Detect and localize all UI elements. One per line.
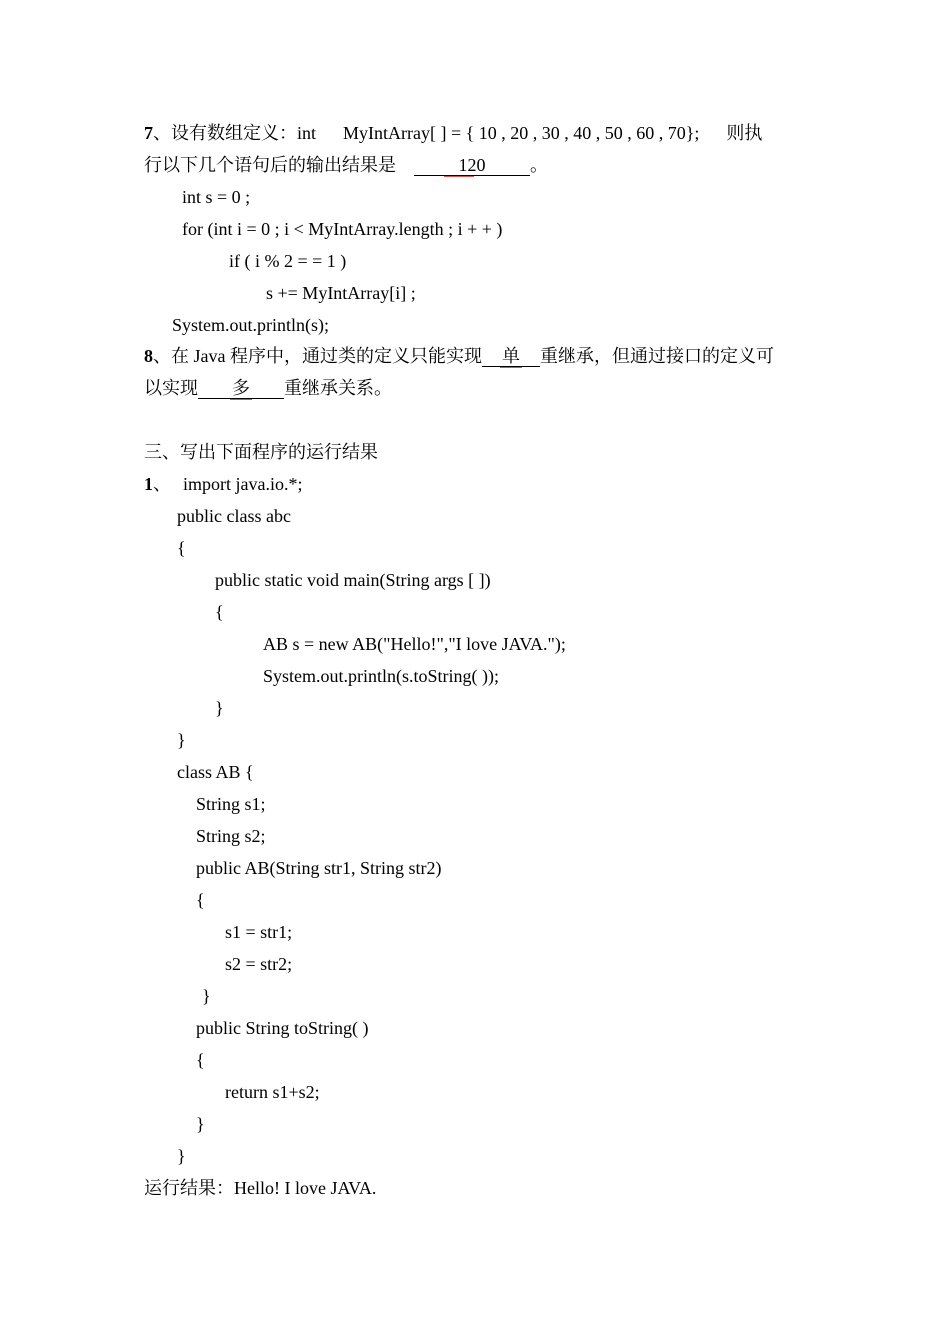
code-line: s2 = str2; <box>225 954 293 974</box>
code-line: String s1; <box>196 794 266 814</box>
code-line: String s2; <box>196 826 266 846</box>
q7-code-line: System.out.println(s); <box>172 315 329 335</box>
q8-answer-2-blank <box>198 378 284 399</box>
code-line: s1 = str1; <box>225 922 293 942</box>
code-line: import java.io.*; <box>183 474 303 494</box>
code-line: public String toString( ) <box>196 1018 369 1038</box>
code-line: } <box>202 986 211 1006</box>
q7-text-2-end: 。 <box>530 155 548 175</box>
code-line: } <box>177 730 186 750</box>
code-line: return s1+s2; <box>225 1082 320 1102</box>
code-line: } <box>215 698 224 718</box>
q7-text-2: 行以下几个语句后的输出结果是 <box>144 155 396 175</box>
code-line: System.out.println(s.toString( )); <box>263 666 499 686</box>
q8-answer-2: 多 <box>232 378 250 398</box>
section-3-heading: 三、写出下面程序的运行结果 <box>144 442 378 462</box>
q7-code-line: int s = 0 ; <box>182 187 251 207</box>
result-value: Hello! I love JAVA. <box>234 1178 377 1198</box>
q7-code-line: if ( i % 2 = = 1 ) <box>229 251 347 271</box>
q8-text-1: 、在 Java 程序中，通过类的定义只能实现 <box>153 346 482 366</box>
q8-answer-1: 单 <box>501 346 520 366</box>
result-label: 运行结果： <box>144 1178 234 1198</box>
q8-line-1 <box>144 345 774 367</box>
q7-code-line: for (int i = 0 ; i < MyIntArray.length ; i + + ) <box>182 219 503 239</box>
q8-text-1-end: 重继承，但通过接口的定义可 <box>539 346 774 366</box>
code-line: } <box>177 1146 186 1166</box>
q8-text-2-end: 重继承关系。 <box>284 378 392 398</box>
q7-line-2 <box>144 154 548 176</box>
result-line <box>144 1177 376 1199</box>
code-line: { <box>177 538 186 558</box>
q7-text-1: 、设有数组定义：int MyIntArray[ ] = { 10 , 20 , 30 , 40 , 50 , 60 , 70}; 则执 <box>153 123 763 143</box>
q7-line-1 <box>144 122 762 144</box>
code-line: { <box>196 1050 205 1070</box>
s3-q1-line <box>144 473 302 495</box>
code-line: public class abc <box>177 506 291 526</box>
q7-answer: 120 <box>458 155 486 175</box>
code-line: { <box>196 890 205 910</box>
code-line: class AB { <box>177 762 254 782</box>
code-line: public AB(String str1, String str2) <box>196 858 442 878</box>
q7-number: 7 <box>144 123 153 143</box>
q7-code-line: s += MyIntArray[i] ; <box>266 283 416 303</box>
code-line: } <box>196 1114 205 1134</box>
q8-text-2: 以实现 <box>144 378 198 398</box>
code-line: AB s = new AB("Hello!","I love JAVA."); <box>263 634 566 654</box>
s3-q1-sep: 、 <box>153 474 171 494</box>
q8-line-2 <box>144 377 392 399</box>
code-line: { <box>215 602 224 622</box>
q7-answer-blank <box>414 155 530 176</box>
s3-q1-number: 1 <box>144 474 153 494</box>
q8-answer-1-blank <box>482 346 540 367</box>
q8-number: 8 <box>144 346 153 366</box>
code-line: public static void main(String args [ ]) <box>215 570 491 590</box>
